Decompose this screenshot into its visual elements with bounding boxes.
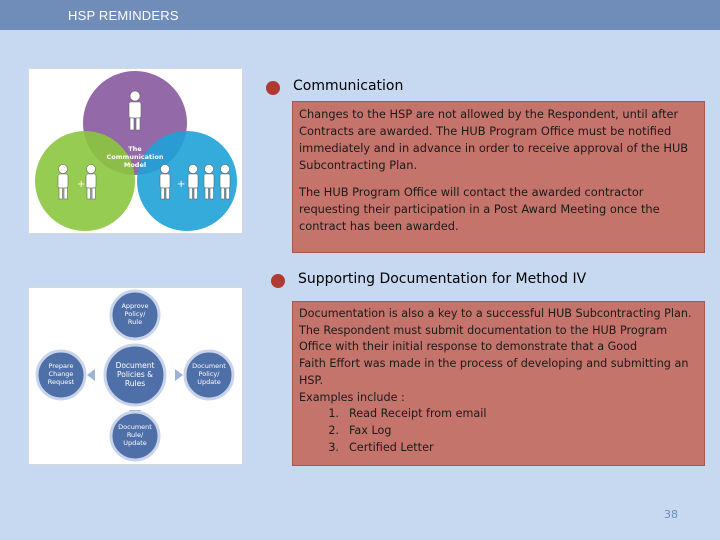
cycle-node-left: [37, 351, 85, 399]
document-cycle-image: [28, 287, 243, 465]
doc-line: Documentation is also a key to a successful HUB Subcontracting Plan.: [299, 307, 692, 320]
svg-text:Policies &: Policies &: [117, 370, 153, 379]
doc-line: Faith Effort was made in the process of developing and submitting an: [299, 357, 689, 371]
svg-text:Change: Change: [48, 370, 74, 378]
slide-title: HSP REMINDERS: [68, 8, 179, 23]
communication-paragraph: Changes to the HSP are not allowed by the Respondent, until after Contracts are awarded. The HUB Program Office must be notified immediately and in advance in order to receive approval of the HUB Subcontracting Plan.: [299, 107, 689, 172]
doc-line: Examples include :: [299, 390, 405, 404]
list-text: Fax Log: [349, 423, 392, 437]
list-number: 2.: [328, 423, 339, 437]
svg-text:Approve: Approve: [121, 302, 149, 310]
list-number: 3.: [328, 440, 339, 454]
model-label-line1: The: [128, 145, 142, 153]
svg-text:Prepare: Prepare: [48, 362, 74, 370]
section-title-communication: Communication: [293, 78, 404, 94]
svg-text:Document: Document: [118, 423, 152, 431]
communication-model-image: [28, 68, 243, 234]
svg-text:Update: Update: [197, 378, 221, 386]
plus-icon: +: [177, 179, 186, 190]
communication-text-box: [292, 101, 705, 253]
list-item: [299, 423, 698, 440]
svg-text:Rule/: Rule/: [126, 431, 144, 439]
model-label-line2: Communication: [106, 153, 164, 161]
svg-text:Document: Document: [115, 361, 155, 370]
list-item: [299, 440, 698, 457]
cycle-node-top: [111, 291, 159, 339]
bullet-icon: [266, 81, 280, 95]
doc-line: Office with their initial response to demonstrate that a Good: [299, 340, 638, 354]
section-title-supporting-documentation: Supporting Documentation for Method IV: [298, 271, 587, 287]
plus-icon: +: [77, 179, 86, 190]
documentation-text-box: [292, 301, 705, 466]
document-cycle-diagram: [29, 288, 242, 464]
svg-text:Policy/: Policy/: [198, 370, 220, 378]
svg-text:Document: Document: [192, 362, 226, 370]
page-number: 38: [664, 508, 678, 521]
list-number: 1.: [328, 407, 339, 421]
cycle-node-center: [105, 345, 165, 405]
list-text: Certified Letter: [349, 440, 434, 454]
model-label-line3: Model: [123, 161, 147, 169]
doc-line: The Respondent must submit documentation to the HUB Program: [299, 323, 668, 337]
svg-text:Rules: Rules: [124, 379, 146, 388]
communication-model-diagram: [29, 69, 242, 233]
doc-line: HSP.: [299, 373, 324, 387]
communication-paragraph: The HUB Program Office will contact the awarded contractor requesting their participation in a Post Award Meeting once the contract has been awarded.: [299, 185, 660, 233]
header-bar: [0, 0, 720, 30]
svg-text:Rule: Rule: [127, 318, 143, 326]
cycle-node-bottom: [111, 412, 159, 460]
svg-text:Update: Update: [123, 439, 147, 447]
svg-text:Request: Request: [47, 378, 75, 386]
cycle-node-right: [185, 351, 233, 399]
svg-text:Policy/: Policy/: [124, 310, 146, 318]
list-text: Read Receipt from email: [349, 407, 487, 421]
list-item: [299, 406, 698, 423]
bullet-icon: [271, 274, 285, 288]
